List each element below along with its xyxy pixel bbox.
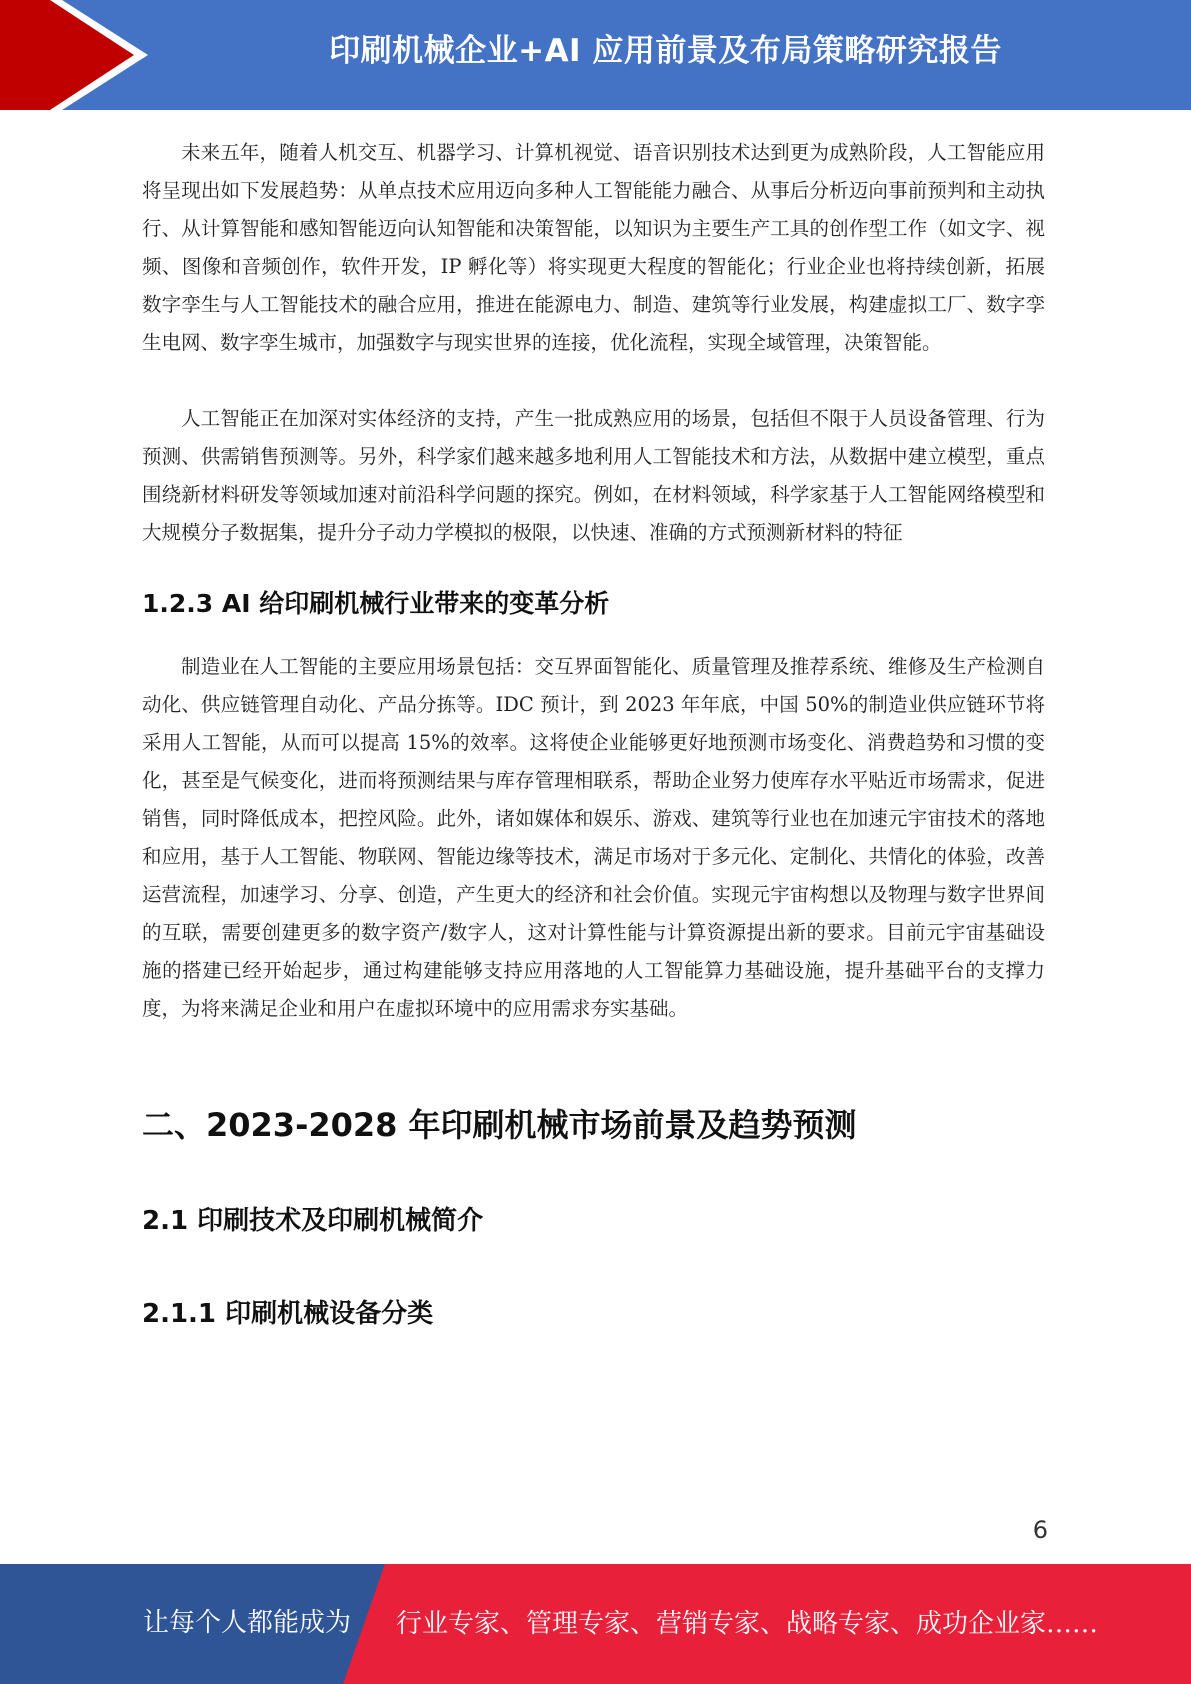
page-header: [0, 0, 1191, 110]
page-content: [142, 134, 1045, 1330]
page-number: 6: [1032, 1516, 1048, 1544]
body-paragraph-ai-applications: 人工智能正在加深对实体经济的支持，产生一批成熟应用的场景，包括但不限于人员设备管理、行为预测、供需销售预测等。另外，科学家们越来越多地利用人工智能技术和方法，从数据中建立模型，重点围绕新材料研发等领域加速对前沿科学问题的探究。例如，在材料领域，科学家基于人工智能网络模型和大规模分子数据集，提升分子动力学模拟的极限，以快速、准确的方式预测新材料的特征: [142, 407, 1045, 544]
page-footer: [0, 1564, 1191, 1684]
chapter-heading-2: 二、2023-2028 年印刷机械市场前景及趋势预测: [142, 1106, 857, 1144]
section-heading-2-1: 2.1 印刷技术及印刷机械简介: [142, 1206, 484, 1236]
footer-slogan-right: 行业专家、管理专家、营销专家、战略专家、成功企业家……: [396, 1609, 1099, 1639]
footer-slogan-left: 让每个人都能成为: [143, 1608, 352, 1638]
report-title: 印刷机械企业+AI 应用前景及布局策略研究报告: [329, 33, 1002, 69]
header-arrow-icon: [0, 0, 160, 110]
body-paragraph-ai-trends: 未来五年，随着人机交互、机器学习、计算机视觉、语音识别技术达到更为成熟阶段，人工智能应用将呈现出如下发展趋势：从单点技术应用迈向多种人工智能能力融合、从事后分析迈向事前预判和主动执行、从计算智能和感知智能迈向认知智能和决策智能，以知识为主要生产工具的创作型工作（如文字、视频、图像和音频创作，软件开发，IP 孵化等）将实现更大程度的智能化；行业企业也将持续创新，拓展数字孪生与人工智能技术的融合应用，推进在能源电力、制造、建筑等行业发展，构建虚拟工厂、数字孪生电网、数字孪生城市，加强数字与现实世界的连接，优化流程，实现全域管理，决策智能。: [142, 141, 1045, 354]
section-heading-1-2-3: 1.2.3 AI 给印刷机械行业带来的变革分析: [142, 589, 610, 618]
section-heading-2-1-1: 2.1.1 印刷机械设备分类: [142, 1299, 434, 1329]
body-paragraph-manufacturing: 制造业在人工智能的主要应用场景包括：交互界面智能化、质量管理及推荐系统、维修及生产检测自动化、供应链管理自动化、产品分拣等。IDC 预计，到 2023 年年底，中国 50%的制造业供应链环节将采用人工智能，从而可以提高 15%的效率。这将使企业能够更好地预测市场变化、消费趋势和习惯的变化，甚至是气候变化，进而将预测结果与库存管理相联系，帮助企业努力使库存水平贴近市场需求，促进销售，同时降低成本，把控风险。此外，诸如媒体和娱乐、游戏、建筑等行业也在加速元宇宙技术的落地和应用，基于人工智能、物联网、智能边缘等技术，满足市场对于多元化、定制化、共情化的体验，改善运营流程，加速学习、分享、创造，产生更大的经济和社会价值。实现元宇宙构想以及物理与数字世界间的互联，需要创建更多的数字资产/数字人，这对计算性能与计算资源提出新的要求。目前元宇宙基础设施的搭建已经开始起步，通过构建能够支持应用落地的人工智能算力基础设施，提升基础平台的支撑力度，为将来满足企业和用户在虚拟环境中的应用需求夯实基础。: [142, 655, 1045, 1020]
